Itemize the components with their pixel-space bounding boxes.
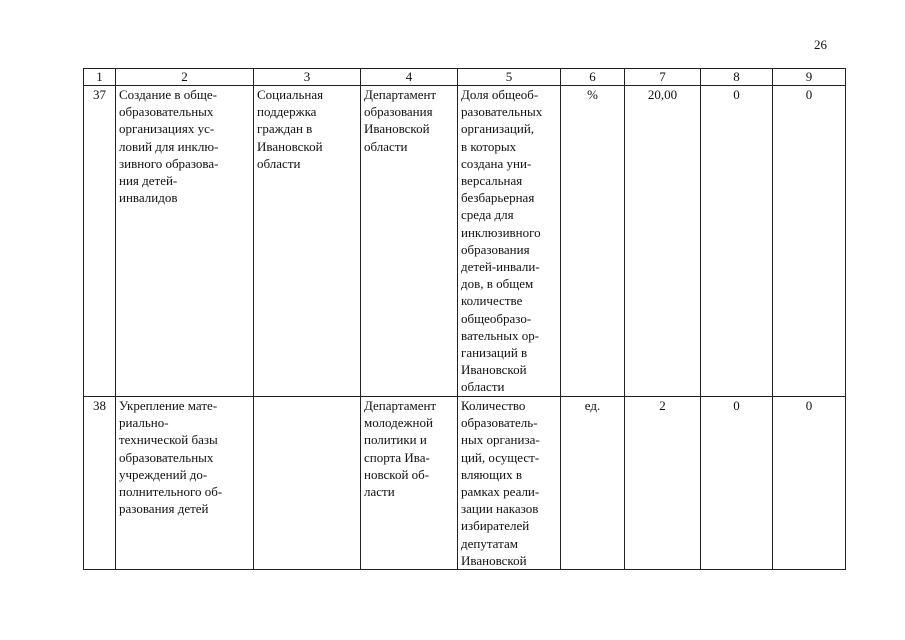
unit: % — [561, 86, 625, 397]
column-number: 5 — [458, 69, 561, 86]
program-direction: Социальная поддержка граждан в Ивановской области — [254, 86, 361, 397]
executor: Департамент образования Ивановской области — [361, 86, 458, 397]
column-number: 4 — [361, 69, 458, 86]
measure-name: Создание в обще- образовательных организациях ус- ловий для инклю- зивного образова- ния детей- инвалидов — [116, 86, 254, 397]
column-number: 1 — [84, 69, 116, 86]
data-table — [83, 68, 846, 570]
column-number: 6 — [561, 69, 625, 86]
page-number: 26 — [814, 37, 827, 52]
value-col-9: 0 — [773, 86, 846, 397]
value-col-7: 20,00 — [625, 86, 701, 397]
column-number: 8 — [701, 69, 773, 86]
table-row — [84, 397, 846, 570]
value-col-8: 0 — [701, 397, 773, 570]
row-number: 38 — [84, 397, 116, 570]
column-number: 2 — [116, 69, 254, 86]
program-direction — [254, 397, 361, 570]
column-number: 9 — [773, 69, 846, 86]
indicator-name: Доля общеоб- разовательных организаций, в которых создана уни- версальная безбарьерная среда для инклюзивного образования детей-инвали- дов, в общем количестве общеобразо- вательных ор- ганизаций в Ивановской области — [458, 86, 561, 397]
executor: Департамент молодежной политики и спорта Ива- новской об- ласти — [361, 397, 458, 570]
column-number: 7 — [625, 69, 701, 86]
value-col-9: 0 — [773, 397, 846, 570]
indicator-name: Количество образователь- ных организа- ций, осущест- вляющих в рамках реали- зации наказов избирателей депутатам Ивановской — [458, 397, 561, 570]
measure-name: Укрепление мате- риально- технической базы образовательных учреждений до- полнительного об- разования детей — [116, 397, 254, 570]
column-number: 3 — [254, 69, 361, 86]
table-row — [84, 86, 846, 397]
value-col-8: 0 — [701, 86, 773, 397]
value-col-7: 2 — [625, 397, 701, 570]
unit: ед. — [561, 397, 625, 570]
row-number: 37 — [84, 86, 116, 397]
column-number-row — [84, 69, 846, 86]
